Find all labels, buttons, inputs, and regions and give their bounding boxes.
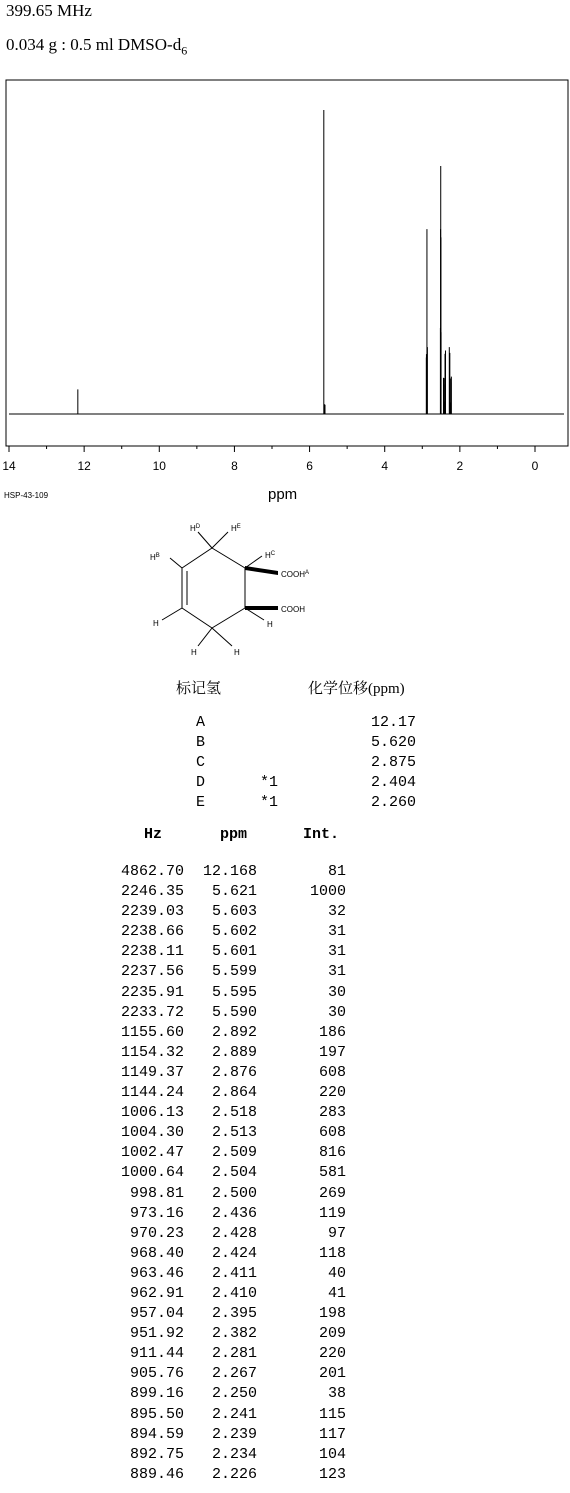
peak-ppm: 2.410: [211, 1284, 257, 1302]
peak-header-hz: Hz: [144, 826, 163, 843]
peak-hz: 4862.70: [120, 863, 184, 880]
peak-hz: 2235.91: [120, 983, 184, 1001]
peak-int: 30: [327, 983, 346, 1001]
peak-table: [100, 862, 360, 1485]
peak-int: 30: [327, 1003, 346, 1021]
assignment-shift: 12.17: [370, 714, 416, 731]
peak-hz: 962.91: [129, 1284, 184, 1302]
peak-row: [100, 1063, 360, 1083]
peak-int: 186: [318, 1023, 346, 1041]
peak-int: 581: [318, 1164, 346, 1182]
peak-int: 31: [327, 923, 346, 941]
peak-ppm: 5.621: [211, 883, 257, 901]
peak-int: 816: [318, 1144, 346, 1162]
peak-int: 118: [318, 1244, 346, 1262]
peak-ppm: 2.518: [211, 1104, 257, 1122]
label-cooh: COOH: [281, 605, 305, 614]
peak-int: 32: [327, 903, 346, 921]
peak-hz: 970.23: [129, 1224, 184, 1242]
peak-hz: 1000.64: [120, 1164, 184, 1182]
label-cooh-a: $COOH^A$: [281, 570, 310, 579]
peak-row: [100, 1344, 360, 1364]
peak-row: [100, 1304, 360, 1324]
label-h-b: $H^B$: [150, 553, 160, 562]
peak-row: [100, 882, 360, 902]
peak-hz: 957.04: [129, 1305, 184, 1323]
peak-ppm: 2.889: [211, 1043, 257, 1061]
peak-ppm: 2.395: [211, 1305, 257, 1323]
x-tick-label: 0: [531, 459, 539, 470]
peak-int: 209: [318, 1325, 346, 1343]
peak-int: 104: [318, 1445, 346, 1463]
peak-hz: 895.50: [129, 1405, 184, 1423]
peak-int: 123: [318, 1465, 346, 1483]
assignment-label: B: [196, 734, 206, 751]
peak-hz: 911.44: [129, 1345, 184, 1363]
peak-ppm: 2.892: [211, 1023, 257, 1041]
peak-ppm: 2.509: [211, 1144, 257, 1162]
label-h-ch2-1: H: [191, 648, 197, 657]
peak-row: [100, 1143, 360, 1163]
peak-hz: 2238.11: [120, 943, 184, 961]
peak-ppm: 2.504: [211, 1164, 257, 1182]
assignment-label: E: [196, 794, 206, 811]
peak-int: 31: [327, 943, 346, 961]
assignment-note: *1: [260, 774, 279, 791]
peak-int: 117: [318, 1425, 346, 1443]
peak-hz: 963.46: [129, 1264, 184, 1282]
x-axis-ticks: [9, 446, 535, 452]
peak-ppm: 2.876: [211, 1063, 257, 1081]
peak-int: 115: [318, 1405, 346, 1423]
peak-header-int: Int.: [303, 826, 340, 843]
peak-int: 269: [318, 1184, 346, 1202]
x-tick-label: 2: [456, 459, 464, 470]
peak-row: [100, 1284, 360, 1304]
peak-ppm: 2.411: [211, 1264, 257, 1282]
peak-ppm: 2.382: [211, 1325, 257, 1343]
peak-int: 608: [318, 1124, 346, 1142]
peak-row: [100, 1244, 360, 1264]
plot-frame: [6, 80, 568, 446]
spectrum-code: HSP-43-109: [4, 491, 49, 500]
assignment-label: C: [196, 754, 206, 771]
peak-row: [100, 1264, 360, 1284]
peak-hz: 894.59: [129, 1425, 184, 1443]
peak-row: [100, 922, 360, 942]
peak-hz: 1002.47: [120, 1144, 184, 1162]
assignment-label: D: [196, 774, 206, 791]
assignment-shift-header: 化学位移(ppm): [308, 681, 405, 697]
peak-row: [100, 1003, 360, 1023]
peak-hz: 998.81: [129, 1184, 184, 1202]
peak-int: 31: [327, 963, 346, 981]
peak-ppm: 5.599: [211, 963, 257, 981]
x-axis-label: ppm: [268, 486, 298, 503]
assignment-note: *1: [260, 794, 279, 811]
peak-ppm: 2.436: [211, 1204, 257, 1222]
peak-ppm: 2.250: [211, 1385, 257, 1403]
peak-hz: 905.76: [129, 1365, 184, 1383]
peak-int: 197: [318, 1043, 346, 1061]
assignment-row: [196, 793, 416, 813]
peak-row: [100, 1324, 360, 1344]
peak-ppm: 2.500: [211, 1184, 257, 1202]
assignment-shift: 2.260: [370, 794, 416, 811]
peak-int: 97: [327, 1224, 346, 1242]
peak-row: [100, 862, 360, 882]
peak-hz: 968.40: [129, 1244, 184, 1262]
label-h-vinyl: H: [153, 619, 159, 628]
peak-row: [100, 1465, 360, 1485]
sample-conditions-text: 0.034 g : 0.5 ml DMSO-d: [6, 35, 182, 54]
peak-ppm: 5.590: [211, 1003, 257, 1021]
peak-int: 38: [327, 1385, 346, 1403]
assignment-shift: 2.404: [370, 774, 416, 791]
assignment-row: [196, 733, 416, 753]
sample-deuterium-subscript: 6: [181, 43, 188, 58]
peak-ppm: 5.603: [211, 903, 257, 921]
assignment-shift: 5.620: [370, 734, 416, 751]
peak-ppm: 12.168: [202, 863, 257, 880]
peak-ppm: 2.428: [211, 1224, 257, 1242]
x-tick-label: 6: [306, 459, 313, 470]
peak-ppm: 2.226: [211, 1465, 257, 1483]
assignment-label: A: [196, 714, 206, 731]
peak-int: 198: [318, 1305, 346, 1323]
peak-row: [100, 1405, 360, 1425]
peak-row: [100, 1364, 360, 1384]
peak-row: [100, 1103, 360, 1123]
peak-row: [100, 1384, 360, 1404]
assignment-label-header: 标记氢: [176, 681, 222, 697]
peak-row: [100, 1083, 360, 1103]
peak-row: [100, 1445, 360, 1465]
peak-ppm: 5.601: [211, 943, 257, 961]
peak-int: 220: [318, 1084, 346, 1102]
x-tick-label: 12: [77, 459, 91, 470]
peak-ppm: 2.234: [211, 1445, 257, 1463]
peak-ppm: 2.281: [211, 1345, 257, 1363]
peak-int: 201: [318, 1365, 346, 1383]
peak-hz: 951.92: [129, 1325, 184, 1343]
x-tick-label: 4: [381, 459, 389, 470]
peak-ppm: 5.595: [211, 983, 257, 1001]
label-h-c: $H^C$: [265, 551, 276, 560]
peak-int: 81: [327, 863, 346, 880]
assignment-table: [196, 713, 416, 813]
peak-hz: 2237.56: [120, 963, 184, 981]
peak-row: [100, 902, 360, 922]
x-axis-tick-labels: [2, 459, 538, 470]
peak-hz: 2233.72: [120, 1003, 184, 1021]
label-h-ch2-2: H: [234, 648, 240, 657]
peak-ppm: 2.239: [211, 1425, 257, 1443]
peak-hz: 899.16: [129, 1385, 184, 1403]
peak-hz: 1155.60: [120, 1023, 184, 1041]
molecule-structure: [140, 518, 360, 668]
peak-ppm: 2.513: [211, 1124, 257, 1142]
label-h-d: $H^D$: [190, 524, 201, 533]
peak-row: [100, 1184, 360, 1204]
peak-row: [100, 1123, 360, 1143]
peak-header-ppm: ppm: [220, 826, 248, 843]
peak-row: [100, 1043, 360, 1063]
peak-row: [100, 942, 360, 962]
peak-hz: 973.16: [129, 1204, 184, 1222]
peak-hz: 1149.37: [120, 1063, 184, 1081]
peak-hz: 2239.03: [120, 903, 184, 921]
peak-int: 283: [318, 1104, 346, 1122]
peak-ppm: 2.241: [211, 1405, 257, 1423]
peak-hz: 1144.24: [120, 1084, 184, 1102]
peak-row: [100, 983, 360, 1003]
label-h-ring: H: [267, 620, 273, 629]
x-tick-label: 10: [152, 459, 166, 470]
peak-int: 608: [318, 1063, 346, 1081]
peak-ppm: 5.602: [211, 923, 257, 941]
peak-hz: 889.46: [129, 1465, 184, 1483]
peak-table-header: [100, 826, 400, 846]
peak-hz: 2238.66: [120, 923, 184, 941]
peak-int: 1000: [309, 883, 346, 901]
peak-row: [100, 1425, 360, 1445]
peak-int: 41: [327, 1284, 346, 1302]
assignment-row: [196, 713, 416, 733]
peak-ppm: 2.864: [211, 1084, 257, 1102]
x-tick-label: 14: [2, 459, 16, 470]
peak-ppm: 2.267: [211, 1365, 257, 1383]
peak-int: 119: [318, 1204, 346, 1222]
assignment-row: [196, 773, 416, 793]
peak-row: [100, 962, 360, 982]
peak-hz: 1006.13: [120, 1104, 184, 1122]
peak-row: [100, 1023, 360, 1043]
peak-ppm: 2.424: [211, 1244, 257, 1262]
nmr-spectrum-chart: [0, 0, 570, 470]
assignment-shift: 2.875: [370, 754, 416, 771]
assignment-row: [196, 753, 416, 773]
peak-hz: 1154.32: [120, 1043, 184, 1061]
peak-int: 220: [318, 1345, 346, 1363]
peak-row: [100, 1224, 360, 1244]
peak-hz: 892.75: [129, 1445, 184, 1463]
spectrometer-frequency: 399.65 MHz: [6, 1, 92, 20]
spectrum-peaks: [78, 110, 452, 414]
peak-hz: 2246.35: [120, 883, 184, 901]
peak-row: [100, 1204, 360, 1224]
peak-int: 40: [327, 1264, 346, 1282]
x-tick-label: 8: [231, 459, 238, 470]
label-h-e: $H^E$: [231, 524, 241, 533]
peak-row: [100, 1163, 360, 1183]
peak-hz: 1004.30: [120, 1124, 184, 1142]
